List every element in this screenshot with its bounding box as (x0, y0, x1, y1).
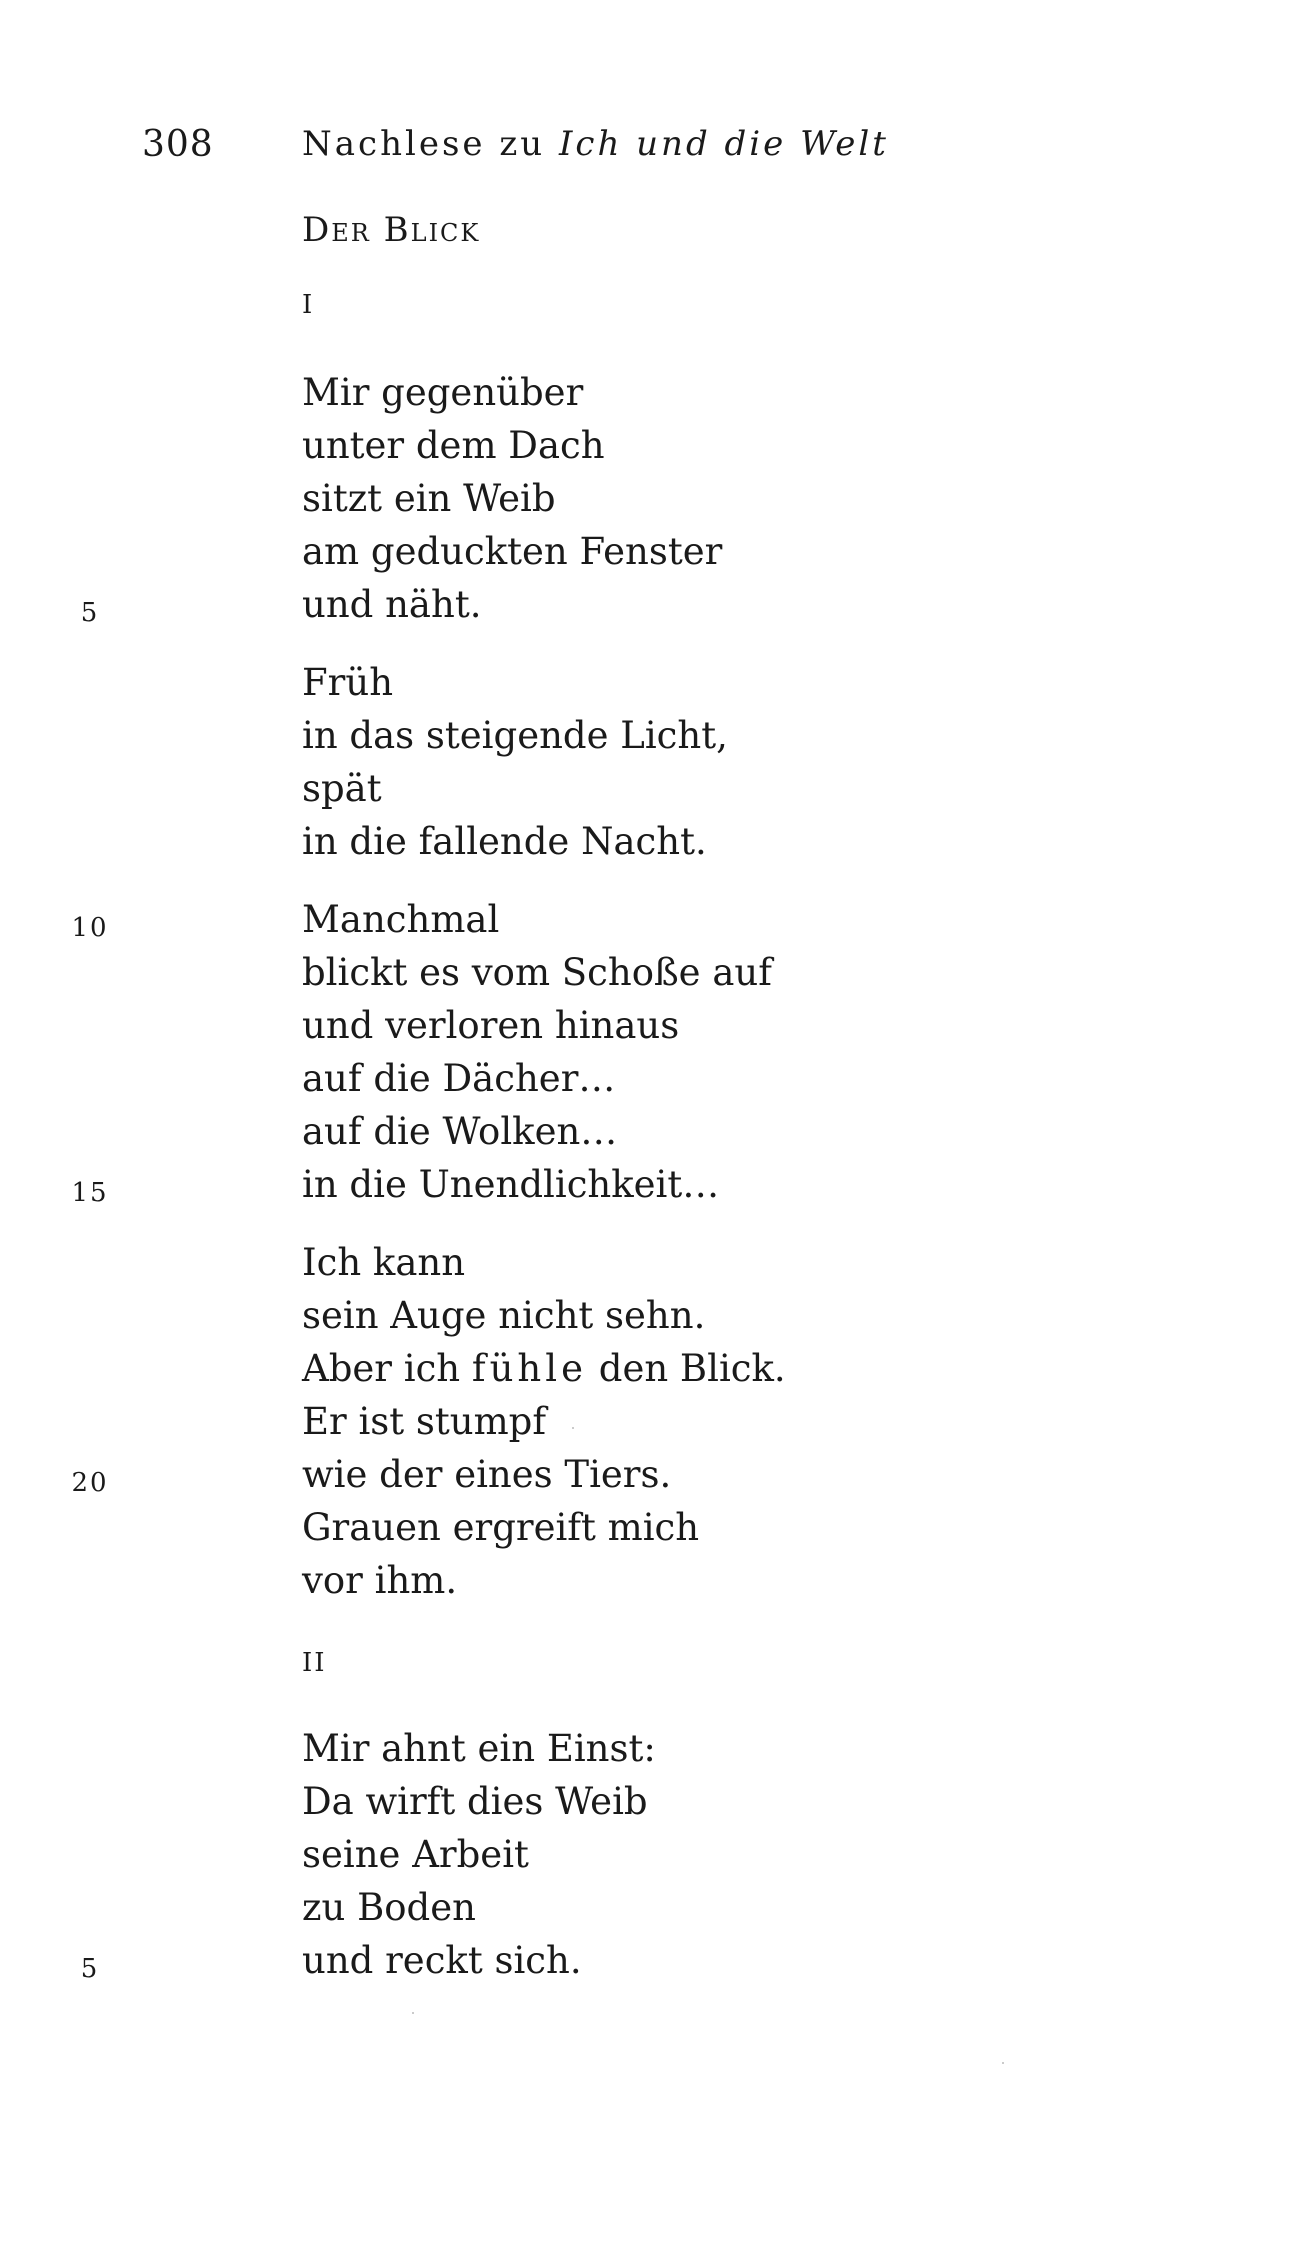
poem-line: sitzt ein Weib (302, 477, 556, 520)
poem-line: in das steigende Licht, (302, 714, 728, 757)
poem-line: in die Unendlichkeit… (302, 1163, 720, 1206)
poem-line: Früh (302, 661, 394, 704)
line-number: 5 (80, 598, 100, 628)
poem-line: Da wirft dies Weib (302, 1780, 648, 1823)
line-number: 20 (71, 1468, 109, 1498)
poem-line: Grauen ergreift mich (302, 1506, 700, 1549)
running-head (302, 124, 889, 164)
poem-line: spät (302, 767, 382, 810)
poem-line: zu Boden (302, 1886, 476, 1929)
poem-line: unter dem Dach (302, 424, 605, 467)
poem-line: Mir ahnt ein Einst: (302, 1727, 656, 1770)
line-part: den Blick. (587, 1347, 786, 1390)
line-number: 15 (71, 1178, 109, 1208)
line-part: Aber ich (302, 1347, 472, 1390)
poem-line: auf die Wolken… (302, 1110, 618, 1153)
poem-line: sein Auge nicht sehn. (302, 1294, 706, 1337)
poem-title: Der Blick (302, 210, 481, 250)
running-head-prefix: Nachlese zu (302, 124, 546, 164)
poem-line: Er ist stumpf (302, 1400, 547, 1443)
poem-line: und verloren hinaus (302, 1004, 680, 1047)
poem-line: auf die Dächer… (302, 1057, 616, 1100)
line-number: 5 (80, 1954, 100, 1984)
poem-line: Manchmal (302, 898, 500, 941)
line-part-emphasis: fühle (471, 1347, 587, 1390)
page-number: 308 (142, 124, 214, 165)
poem-line: blickt es vom Schoße auf (302, 951, 772, 994)
section-number-2: II (302, 1648, 327, 1678)
poem-line: und näht. (302, 583, 482, 626)
poem-line: Ich kann (302, 1241, 466, 1284)
poem-line: am geduckten Fenster (302, 530, 723, 573)
poem-line: und reckt sich. (302, 1939, 582, 1982)
poem-line (302, 1347, 786, 1390)
poem-line: vor ihm. (302, 1559, 458, 1602)
section-number-1: I (302, 290, 315, 320)
paper-speck (1002, 2062, 1004, 2064)
paper-speck (572, 1427, 574, 1429)
poem-line: Mir gegenüber (302, 371, 584, 414)
poem-line: in die fallende Nacht. (302, 820, 707, 863)
poem-line: seine Arbeit (302, 1833, 529, 1876)
running-head-title: Ich und die Welt (558, 124, 889, 164)
line-number: 10 (71, 913, 109, 943)
poem-line: wie der eines Tiers. (302, 1453, 672, 1496)
paper-speck (412, 2012, 414, 2014)
